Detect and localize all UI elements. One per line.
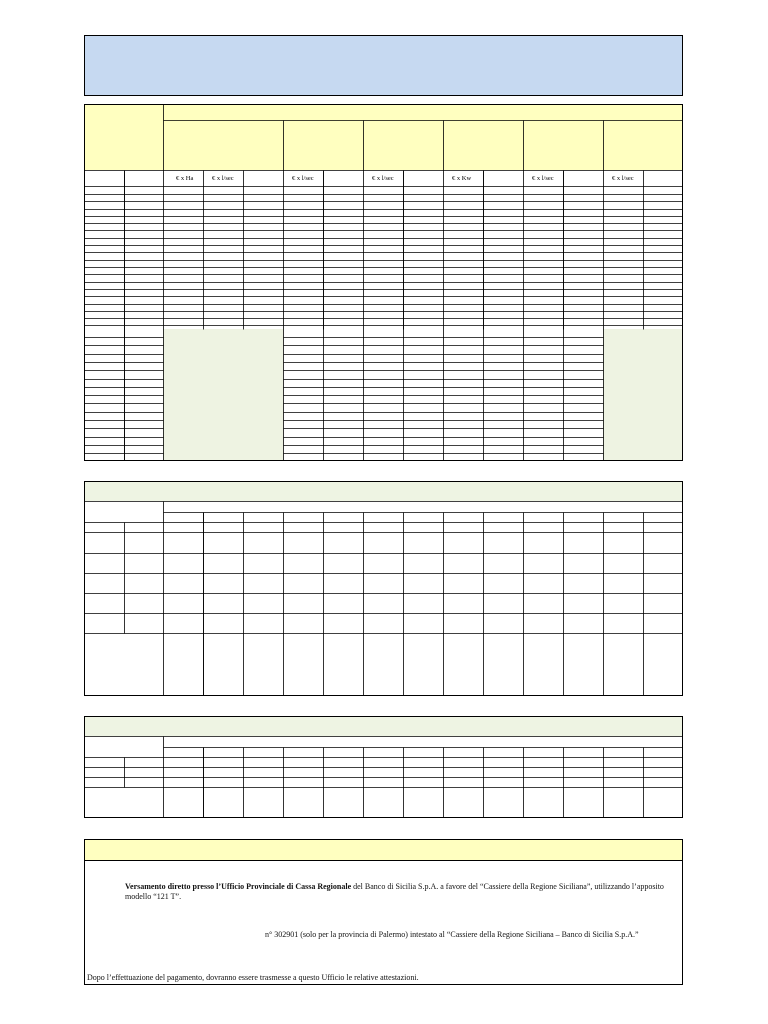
payment-box — [84, 839, 683, 985]
payment-header-band — [85, 840, 682, 861]
fee-table-grid — [84, 104, 683, 461]
table-border — [85, 482, 683, 696]
unit-label: € x l/sec — [372, 175, 394, 182]
section-header-fill — [84, 716, 682, 736]
payment-paragraph-1-rest: del Banco di Sicilia S.p.A. a favore del “Cassiere della Regione Siciliana”, utilizzando l’apposito modello “121 T”. — [125, 882, 664, 901]
unit-label: € x Kw — [452, 175, 472, 182]
header-left-fill — [84, 104, 163, 170]
payment-paragraph-3: Dopo l’effettuazione del pagamento, dovranno essere trasmesse a questo Ufficio le relative attestazioni. — [87, 973, 419, 982]
summary-table-2 — [84, 716, 683, 818]
unit-label: € x l/sec — [212, 175, 234, 182]
summary-table-1 — [84, 481, 683, 696]
summary-table-1-grid — [84, 481, 683, 696]
summary-table-2-grid — [84, 716, 683, 818]
payment-paragraph-1 — [125, 882, 685, 902]
unit-label: € x Ha — [176, 175, 194, 182]
unit-label: € x l/sec — [612, 175, 634, 182]
unit-label: € x l/sec — [532, 175, 554, 182]
header-group-fill — [163, 104, 682, 170]
section-header-fill — [84, 481, 682, 501]
shaded-block-right — [603, 329, 682, 460]
fee-table — [84, 104, 683, 461]
payment-paragraph-1-bold: Versamento diretto presso l’Ufficio Provinciale di Cassa Regionale — [125, 882, 352, 891]
title-band — [84, 35, 683, 96]
payment-paragraph-2: n° 302901 (solo per la provincia di Palermo) intestato al “Cassiere della Regione Siciliana – Banco di Sicilia S.p.A.” — [265, 930, 639, 939]
unit-label: € x l/sec — [292, 175, 314, 182]
shaded-block-left — [163, 329, 283, 460]
